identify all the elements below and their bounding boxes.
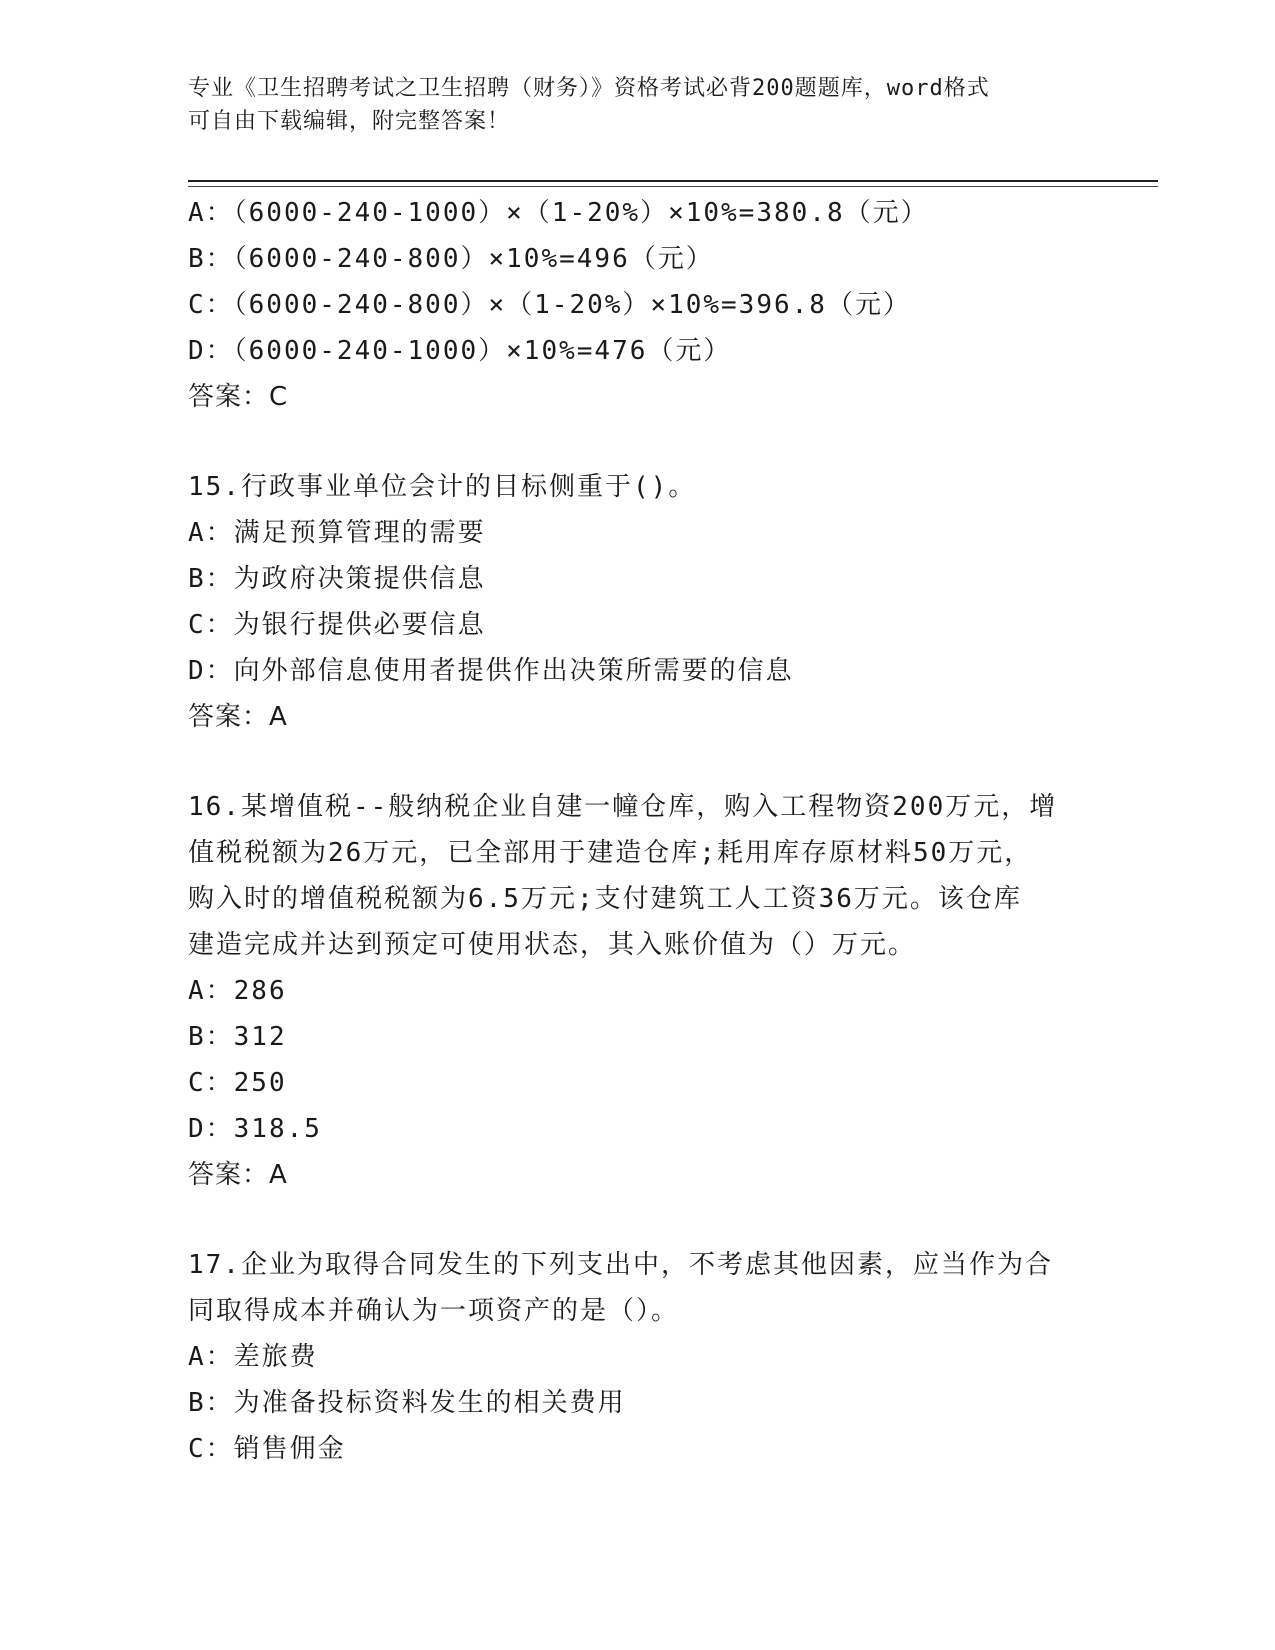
option-c: C：为银行提供必要信息 [188,610,486,640]
option-d: D：（6000-240-1000）×10%=476（元） [188,336,732,366]
option-c: C：250 [188,1068,287,1098]
answer: 答案：A [188,702,288,732]
question-stem-line-2: 同取得成本并确认为一项资产的是（）。 [188,1296,680,1326]
option-b: B：312 [188,1022,287,1052]
question-stem-line-1: 17.企业为取得合同发生的下列支出中，不考虑其他因素，应当作为合 [188,1250,1053,1280]
question-stem-line-4: 建造完成并达到预定可使用状态，其入账价值为（）万元。 [188,930,917,960]
option-b: B：为准备投标资料发生的相关费用 [188,1388,626,1418]
question-stem-line-3: 购入时的增值税税额为6.5万元;支付建筑工人工资36万元。该仓库 [188,884,1022,914]
option-d: D：318.5 [188,1114,322,1144]
question-16 [188,784,1088,1198]
option-a: A：（6000-240-1000）×（1-20%）×10%=380.8（元） [188,198,929,228]
option-a: A：满足预算管理的需要 [188,518,486,548]
option-d: D：向外部信息使用者提供作出决策所需要的信息 [188,656,794,686]
header-line-2: 可自由下载编辑，附完整答案！ [188,109,511,134]
question-stem: 15.行政事业单位会计的目标侧重于()。 [188,472,697,502]
question-stem-line-2: 值税税额为26万元，已全部用于建造仓库;耗用库存原材料50万元， [188,838,1033,868]
option-a: A：286 [188,976,287,1006]
question-14 [188,190,1088,420]
question-stem-line-1: 16.某增值税--般纳税企业自建一幢仓库，购入工程物资200万元，增 [188,792,1058,822]
header-divider-thin [188,186,1158,187]
header-line-1: 专业《卫生招聘考试之卫生招聘（财务）》资格考试必背200题题库，word格式 [188,76,990,101]
question-15 [188,464,1088,740]
header-divider-thick [188,180,1158,182]
option-c: C：（6000-240-800）×（1-20%）×10%=396.8（元） [188,290,911,320]
document-header [188,72,1088,138]
question-content [188,190,1088,1472]
option-a: A：差旅费 [188,1342,318,1372]
question-17 [188,1242,1088,1472]
answer: 答案：C [188,382,289,412]
option-b: B：为政府决策提供信息 [188,564,486,594]
option-c: C：销售佣金 [188,1434,346,1464]
answer: 答案：A [188,1160,288,1190]
option-b: B：（6000-240-800）×10%=496（元） [188,244,714,274]
